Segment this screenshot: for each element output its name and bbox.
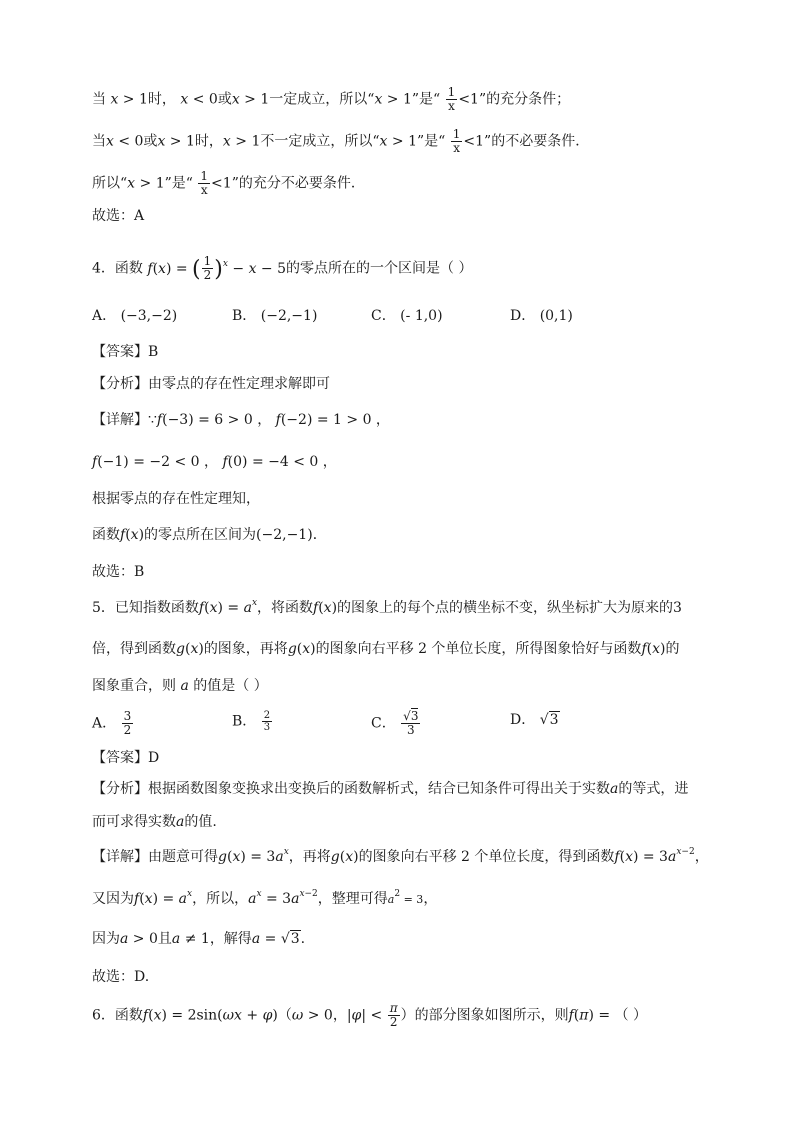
detail-line-1: 【详解】∵f(−3) = 6 > 0 ， f(−2) = 1 > 0 ， bbox=[92, 412, 390, 428]
question-4: 4．函数 f(x) = ( $\frac{1}{2}$ )$^x$ − x − 5的零点所在的一个区间是（ ） bbox=[92, 254, 473, 282]
option-d[interactable]: D． √3 bbox=[510, 712, 559, 728]
question-5-line-1: 5．已知指数函数$f(x) = a^x$，将函数f(x)的图象上的每个点的横坐标不变，纵坐标扩大为原来的3 bbox=[92, 598, 682, 616]
selection-line: 故选：B bbox=[92, 564, 145, 580]
option-a[interactable]: A． (−3,−2) bbox=[92, 308, 178, 324]
answer-line: 【答案】B bbox=[92, 344, 159, 360]
option-b[interactable]: B． $\frac{2}{3}$ bbox=[232, 710, 271, 733]
question-5-line-3: 图象重合，则 a 的值是（ ） bbox=[92, 678, 268, 694]
fraction-1-over-x: $\frac{1}{x}$ bbox=[447, 85, 456, 113]
answer-line: 【答案】D bbox=[92, 750, 160, 766]
detail-line-4: 函数f(x)的零点所在区间为(−2,−1)． bbox=[92, 527, 327, 543]
fraction-1-over-x: $\frac{1}{x}$ bbox=[452, 127, 461, 155]
solution-line-2: 当x < 0或x > 1时，x > 1不一定成立，所以“x > 1”是“ $\frac{1}{x}$ <1”的不必要条件． bbox=[92, 127, 590, 155]
math-expr: f(x) = ( $\frac{1}{2}$ )$^x$ − x − 5 bbox=[147, 254, 287, 282]
option-b[interactable]: B． (−2,−1) bbox=[232, 308, 318, 324]
analysis-line-2: 而可求得实数a的值. bbox=[92, 814, 217, 830]
solution-line-1: 当 x > 1时， x < 0或x > 1一定成立，所以“x > 1”是“ $\frac{1}{x}$ <1”的充分条件； bbox=[92, 85, 571, 113]
option-c[interactable]: C． (- 1,0) bbox=[371, 308, 443, 324]
option-d[interactable]: D． (0,1) bbox=[510, 308, 573, 324]
option-c[interactable]: C． $\frac{√3}{3}$ bbox=[371, 709, 419, 737]
detail-line-3: 因为a > 0且a ≠ 1，解得a = √3. bbox=[92, 931, 306, 947]
question-5-line-2: 倍，得到函数g(x)的图象，再将g(x)的图象向右平移 2 个单位长度，所得图象恰好与函数f(x)的 bbox=[92, 641, 680, 657]
solution-line-3: 所以“x > 1”是“ $\frac{1}{x}$ <1”的充分不必要条件． bbox=[92, 169, 365, 197]
selection-line: 故选：A bbox=[92, 208, 145, 224]
selection-line: 故选：D. bbox=[92, 969, 150, 985]
detail-line-1: 【详解】由题意可得$g(x) = 3a^x$，再将g(x)的图象向右平移 2 个单位长度，得到函数$f(x) = 3a^{x-2}$， bbox=[92, 847, 709, 865]
fraction-1-over-x: $\frac{1}{x}$ bbox=[200, 169, 209, 197]
question-6: 6．函数f(x) = 2sin(ωx + φ)（ω > 0，|φ| < $\frac{\pi}{2}$ ）的部分图象如图所示，则f(π) = （ ） bbox=[92, 1001, 648, 1029]
option-a[interactable]: A． $\frac{3}{2}$ bbox=[92, 709, 132, 737]
analysis-line-1: 【分析】根据函数图象变换求出变换后的函数解析式，结合已知条件可得出关于实数a的等式，进 bbox=[92, 781, 689, 797]
detail-line-2: f(−1) = −2 < 0 ， f(0) = −4 < 0 ， bbox=[92, 454, 337, 470]
analysis-line: 【分析】由零点的存在性定理求解即可 bbox=[92, 376, 330, 392]
math-expr: x bbox=[110, 91, 119, 108]
detail-line-3: 根据零点的存在性定理知， bbox=[92, 491, 260, 507]
detail-line-2: 又因为$f(x) = a^x$，所以，$a^x = 3a^{x-2}$，整理可得$a^2 = 3$， bbox=[92, 889, 438, 907]
